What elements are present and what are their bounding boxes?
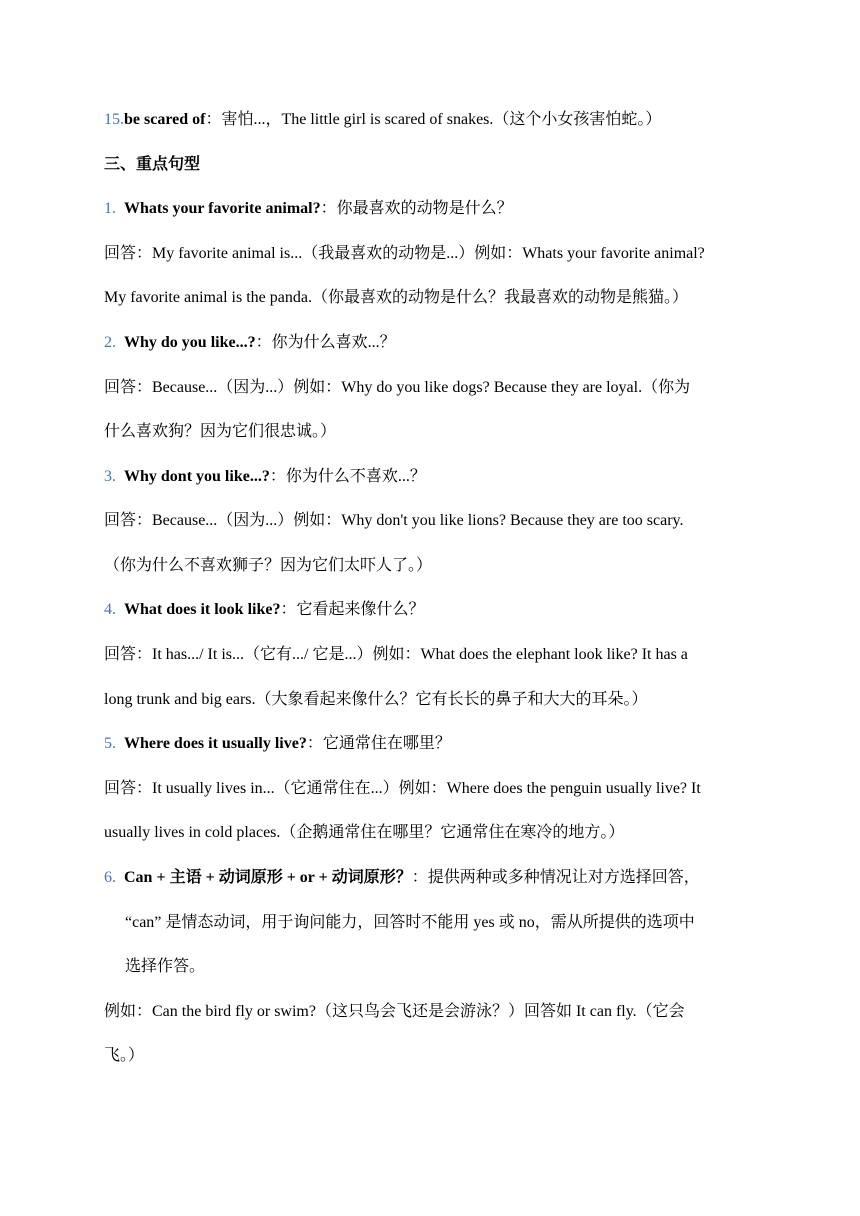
item-1-line-2: My favorite animal is the panda.（你最喜欢的动物是什么？我最喜欢的动物是熊猫。） bbox=[104, 289, 688, 306]
item-title: Where does it usually live? bbox=[124, 735, 307, 752]
item-number: 6. bbox=[104, 869, 116, 886]
item-number: 1. bbox=[104, 200, 116, 217]
item-5-title bbox=[104, 734, 770, 754]
item-6-continuation-1: “can” 是情态动词，用于询问能力，回答时不能用 yes 或 no，需从所提供的选项中 bbox=[125, 914, 695, 931]
item-15 bbox=[104, 110, 770, 130]
item-5-line-2: usually lives in cold places.（企鹅通常住在哪里？它通常住在寒冷的地方。） bbox=[104, 824, 625, 841]
item-6-example-2: 飞。） bbox=[104, 1047, 145, 1064]
item-title: What does it look like? bbox=[124, 601, 281, 618]
item-3-line-1: 回答：Because...（因为...）例如：Why don't you like lions? Because they are too scary. bbox=[104, 512, 684, 529]
item-2-line-2: 什么喜欢狗？因为它们很忠诚。） bbox=[104, 423, 337, 440]
item-6-continuation-2: 选择作答。 bbox=[125, 958, 206, 975]
item-title-tail: ：提供两种或多种情况让对方选择回答， bbox=[411, 869, 700, 886]
item-4-line-2: long trunk and big ears.（大象看起来像什么？它有长长的鼻子和大大的耳朵。） bbox=[104, 691, 648, 708]
item-4-line-1: 回答：It has.../ It is...（它有.../ 它是...）例如：What does the elephant look like? It has a bbox=[104, 646, 688, 663]
item-title-tail: ：你最喜欢的动物是什么？ bbox=[320, 200, 513, 217]
item-5-line-1: 回答：It usually lives in...（它通常住在...）例如：Where does the penguin usually live? It bbox=[104, 780, 701, 797]
item-title-tail: ：你为什么不喜欢...？ bbox=[269, 468, 426, 485]
section-heading: 三、重点句型 bbox=[104, 154, 201, 173]
item-3-title bbox=[104, 467, 770, 487]
item-2-title bbox=[104, 333, 770, 353]
item-number: 4. bbox=[104, 601, 116, 618]
item-2-line-1: 回答：Because...（因为...）例如：Why do you like dogs? Because they are loyal.（你为 bbox=[104, 379, 691, 396]
item-number: 2. bbox=[104, 334, 116, 351]
item-text: ：害怕...，The little girl is scared of snakes.（这个小女孩害怕蛇。） bbox=[205, 111, 662, 128]
item-number: 3. bbox=[104, 468, 116, 485]
item-3-line-2: （你为什么不喜欢狮子？因为它们太吓人了。） bbox=[104, 557, 433, 574]
item-title-tail: ：它通常住在哪里？ bbox=[306, 735, 451, 752]
item-title: Why dont you like...? bbox=[124, 468, 270, 485]
item-6-example-1: 例如：Can the bird fly or swim?（这只鸟会飞还是会游泳？）回答如 It can fly.（它会 bbox=[104, 1003, 685, 1020]
item-title-tail: ：它看起来像什么？ bbox=[280, 601, 425, 618]
item-number: 15. bbox=[104, 111, 124, 128]
item-6-title bbox=[104, 868, 770, 888]
item-title: Why do you like...? bbox=[124, 334, 256, 351]
item-title: Can + 主语 + 动词原形 + or + 动词原形？ bbox=[124, 869, 412, 886]
item-1-line-1: 回答：My favorite animal is...（我最喜欢的动物是...）例如：Whats your favorite animal? bbox=[104, 245, 705, 262]
item-title-tail: ：你为什么喜欢...？ bbox=[255, 334, 396, 351]
item-4-title bbox=[104, 600, 770, 620]
item-1-title bbox=[104, 199, 770, 219]
item-title: Whats your favorite animal? bbox=[124, 200, 321, 217]
item-number: 5. bbox=[104, 735, 116, 752]
item-term: be scared of bbox=[124, 111, 206, 128]
